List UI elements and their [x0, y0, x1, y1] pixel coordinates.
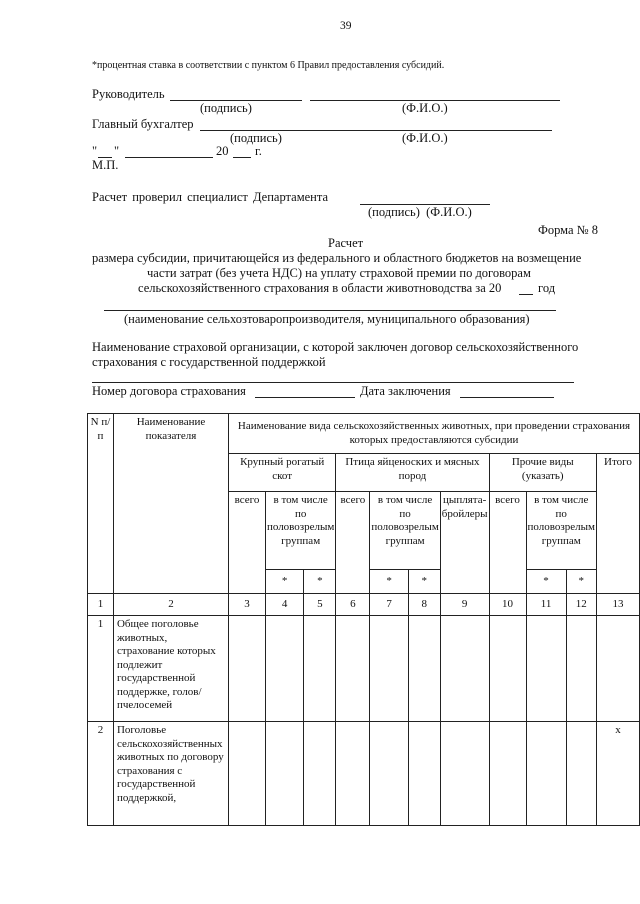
date-quote-open: "	[92, 144, 98, 158]
subsidy-table	[87, 413, 640, 826]
form-title: Расчет	[328, 236, 364, 250]
header-cattle-incl: в том числе по половозрелым группам	[265, 492, 335, 570]
insurer-label-line-1: Наименование страховой организации, с которой заключен договор сельскохозяйственного	[92, 340, 579, 354]
table-row	[88, 616, 640, 722]
col-number: 9	[440, 594, 489, 616]
contract-date-label: Дата заключения	[360, 384, 451, 398]
contract-number-line	[255, 397, 355, 398]
header-cattle: Крупный рогатый скот	[228, 454, 335, 492]
form-title-year-suffix: год	[538, 281, 556, 295]
date-suffix: г.	[255, 144, 262, 158]
header-broiler: цыплята-бройлеры	[440, 492, 489, 594]
date-quote-close: "	[114, 144, 120, 158]
col-number: 11	[526, 594, 566, 616]
row-num: 2	[88, 722, 114, 826]
col-number: 6	[336, 594, 370, 616]
header-poultry-all: всего	[336, 492, 370, 594]
col-number: 7	[370, 594, 408, 616]
header-other-incl: в том числе по половозрелым группам	[526, 492, 596, 570]
accountant-fio-caption: (Ф.И.О.)	[402, 131, 448, 145]
star-cell: *	[566, 570, 596, 594]
contract-label: Номер договора страхования	[92, 384, 246, 398]
col-number: 2	[113, 594, 228, 616]
date-year-line	[233, 157, 251, 158]
col-number: 12	[566, 594, 596, 616]
header-indicator: Наименование показателя	[113, 414, 228, 594]
producer-caption: (наименование сельхозтоваропроизводителя, муниципального образования)	[124, 312, 530, 326]
producer-line	[104, 310, 556, 311]
star-cell: *	[408, 570, 440, 594]
footnote: *процентная ставка в соответствии с пунктом 6 Правил предоставления субсидий.	[92, 60, 445, 71]
form-title-line-4: сельскохозяйственного страхования в области животноводства за 20	[138, 281, 502, 295]
col-number: 10	[489, 594, 526, 616]
checker-label: Расчет проверил специалист Департамента	[92, 190, 328, 204]
star-cell: *	[370, 570, 408, 594]
head-signature-caption: (подпись)	[200, 101, 252, 115]
accountant-signature-caption: (подпись)	[230, 131, 282, 145]
head-fio-caption: (Ф.И.О.)	[402, 101, 448, 115]
row-total: x	[596, 722, 639, 826]
col-number: 4	[265, 594, 303, 616]
col-number: 13	[596, 594, 639, 616]
star-cell: *	[265, 570, 303, 594]
insurer-line	[92, 382, 574, 383]
row-num: 1	[88, 616, 114, 722]
row-name: Общее поголовье животных, страхование которых подлежит государственной поддержке, голов/пчелосемей	[113, 616, 228, 722]
header-other-all: всего	[489, 492, 526, 594]
header-total: Итого	[596, 454, 639, 594]
form-title-line-2: размера субсидии, причитающейся из федерального и областного бюджетов на возмещение	[92, 251, 582, 265]
stamp-label: М.П.	[92, 158, 119, 172]
star-cell: *	[526, 570, 566, 594]
head-label: Руководитель	[92, 87, 165, 101]
accountant-label: Главный бухгалтер	[92, 117, 194, 131]
col-number: 8	[408, 594, 440, 616]
header-poultry-incl: в том числе по половозрелым группам	[370, 492, 440, 570]
header-cattle-all: всего	[228, 492, 265, 594]
contract-date-line	[460, 397, 554, 398]
date-month-line	[125, 157, 213, 158]
star-cell: *	[304, 570, 336, 594]
form-number: Форма № 8	[538, 223, 598, 237]
col-number: 1	[88, 594, 114, 616]
table-row	[88, 722, 640, 826]
form-title-line-3: части затрат (без учета НДС) на уплату страховой премии по договорам	[147, 266, 531, 280]
header-other: Прочие виды (указать)	[489, 454, 596, 492]
header-num: N п/п	[88, 414, 114, 594]
col-number: 3	[228, 594, 265, 616]
row-total	[596, 616, 639, 722]
page-number: 39	[340, 20, 352, 32]
header-poultry: Птица яйценоских и мясных пород	[336, 454, 489, 492]
checker-captions: (подпись) (Ф.И.О.)	[368, 205, 472, 219]
date-year: 20	[216, 144, 229, 158]
insurer-label-line-2: страхования с государственной поддержкой	[92, 355, 326, 369]
col-number: 5	[304, 594, 336, 616]
title-year-line	[519, 294, 533, 295]
header-species: Наименование вида сельскохозяйственных животных, при проведении страхования которых предоставляются субсидии	[228, 414, 639, 454]
row-name: Поголовье сельскохозяйственных животных по договору страхования с государственной поддержкой,	[113, 722, 228, 826]
